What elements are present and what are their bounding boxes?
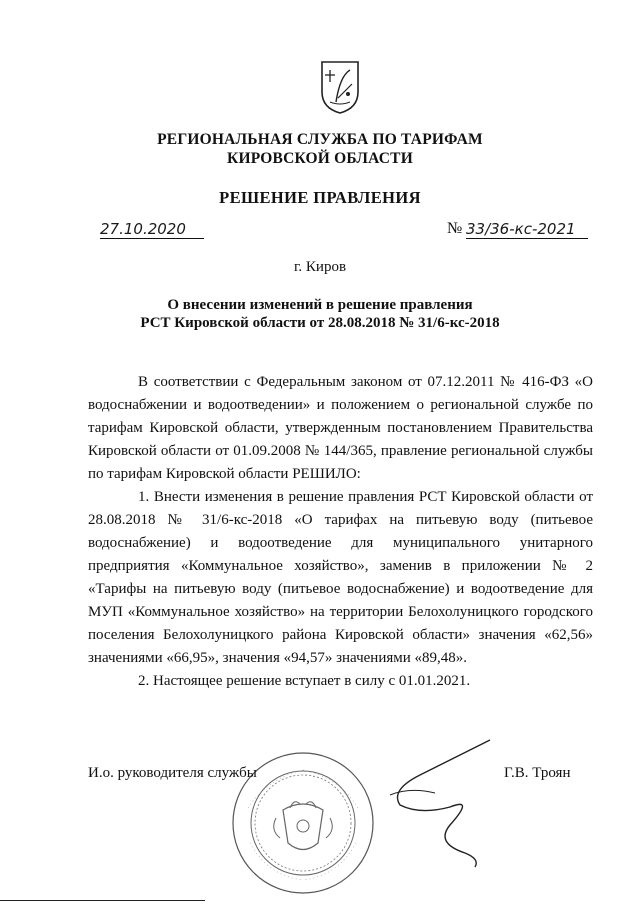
subject-line-1: О внесении изменений в решение правления [167, 297, 473, 313]
footer-divider [0, 900, 205, 901]
signer-name: Г.В. Троян [504, 765, 571, 781]
body-paragraph-item-1: 1. Внести изменения в решение правления РСТ Кировской области от 28.08.2018 № 31/6-кс-2018 «О тарифах на питьевую воду (питьевое водоснабжение) и водоотведение для муниципального унитарного предприятия «Коммунальное хозяйство», заменив в приложении № 2 «Тарифы на питьевую воду (питьевое водоснабжение) и водоотведение для МУП «Коммунальное хозяйство» на территории Белохолуницкого городского поселения Белохолуницкого района Кировской области» значения «62,56» значениями «66,95», значения «94,57» значениями «89,48». [88, 489, 593, 666]
coat-of-arms-emblem [318, 58, 362, 116]
city: г. Киров [293, 259, 347, 275]
document-title: РЕШЕНИЕ ПРАВЛЕНИЯ [219, 188, 421, 207]
body-paragraph-preamble: В соответствии с Федеральным законом от 07.12.2011 № 416-ФЗ «О водоснабжении и водоотведении» и положением о региональной службе по тарифам Кировской области, утвержденным постановлением Правительства Кировской области от 01.09.2008 № 144/365, правление региональной службы по тарифам Кировской области РЕШИЛО: [88, 374, 593, 482]
document-body [88, 371, 593, 693]
organization-name-line-2: КИРОВСКОЙ ОБЛАСТИ [227, 150, 413, 167]
document-number: 33/36-кс-2021 [466, 220, 588, 239]
subject-line-2: РСТ Кировской области от 28.08.2018 № 31/6-кс-2018 [140, 315, 500, 331]
document-date: 27.10.2020 [100, 220, 204, 239]
body-paragraph-item-2: 2. Настоящее решение вступает в силу с 01.01.2021. [138, 673, 471, 689]
handwritten-signature [380, 735, 500, 875]
number-label: № [447, 220, 463, 237]
organization-name-line-1: РЕГИОНАЛЬНАЯ СЛУЖБА ПО ТАРИФАМ [157, 131, 483, 148]
signer-position: И.о. руководителя службы [88, 765, 257, 781]
